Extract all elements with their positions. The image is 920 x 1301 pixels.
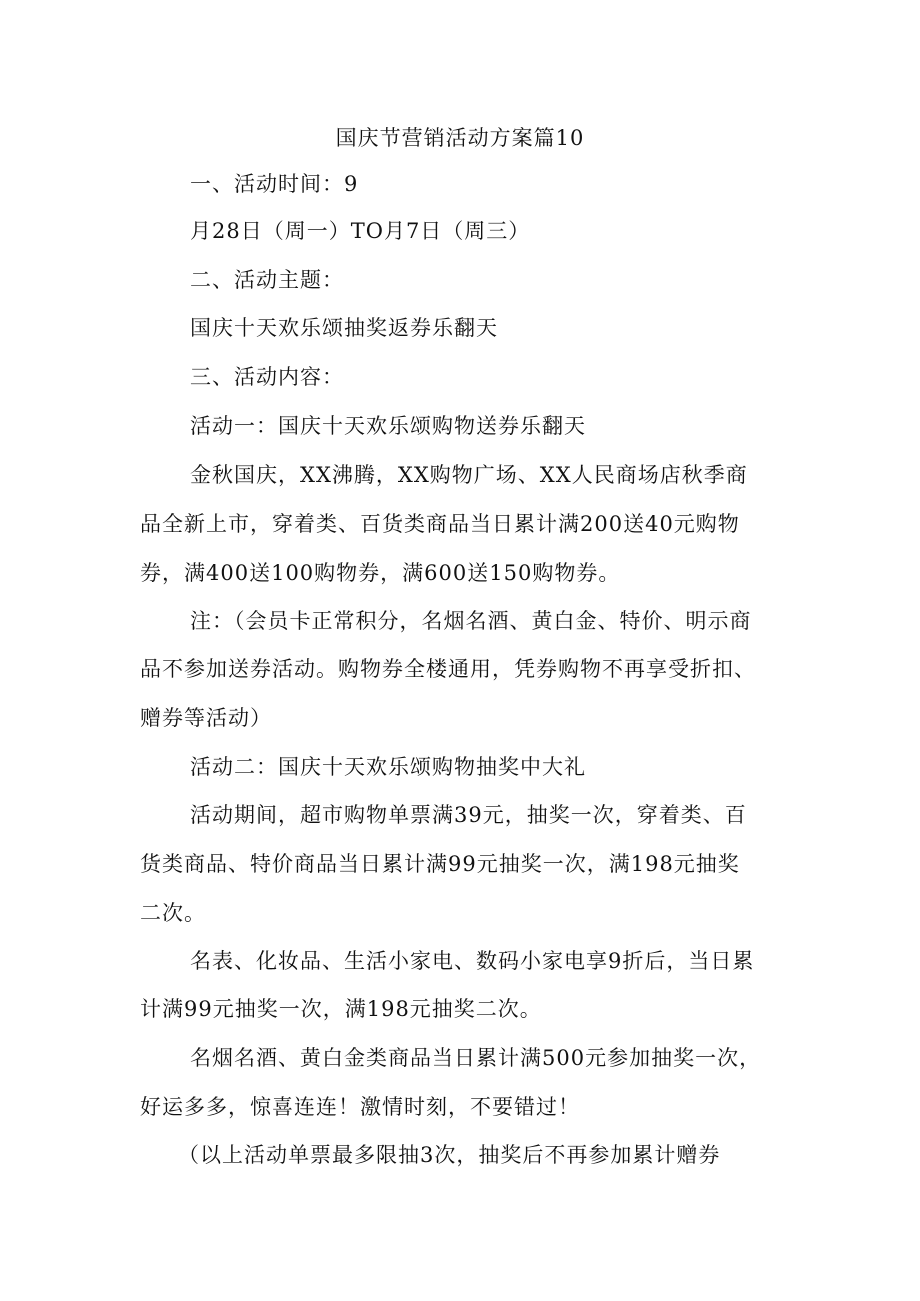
activity-two-heading: 活动二：国庆十天欢乐颂购物抽奖中大礼 xyxy=(190,755,586,779)
paragraph-line: 名烟名酒、黄白金类商品当日累计满500元参加抽奖一次， xyxy=(190,1046,762,1070)
section-time-heading: 一、活动时间：9 xyxy=(190,172,359,196)
section-theme-value: 国庆十天欢乐颂抽奖返券乐翻天 xyxy=(190,316,498,340)
paragraph-line: 金秋国庆，XX沸腾，XX购物广场、XX人民商场店秋季商 xyxy=(190,463,748,487)
paragraph-line: 名表、化妆品、生活小家电、数码小家电享9折后，当日累 xyxy=(190,949,755,973)
paragraph-line: 二次。 xyxy=(140,901,206,925)
document-title: 国庆节营销活动方案篇10 xyxy=(335,126,585,150)
paragraph-line: 计满99元抽奖一次，满198元抽奖二次。 xyxy=(140,997,542,1021)
paragraph-line: 活动期间，超市购物单票满39元，抽奖一次，穿着类、百 xyxy=(190,803,747,827)
note-line: 品不参加送券活动。购物券全楼通用，凭券购物不再享受折扣、 xyxy=(140,657,756,681)
paragraph-line: （以上活动单票最多限抽3次，抽奖后不再参加累计赠券 xyxy=(178,1143,721,1167)
section-content-heading: 三、活动内容： xyxy=(190,365,344,389)
paragraph-line: 好运多多，惊喜连连！激情时刻，不要错过！ xyxy=(140,1095,580,1119)
note-line: 赠券等活动） xyxy=(140,706,272,730)
activity-one-heading: 活动一：国庆十天欢乐颂购物送券乐翻天 xyxy=(190,414,586,438)
section-theme-heading: 二、活动主题： xyxy=(190,268,344,292)
section-time-value: 月28日（周一）TO月7日（周三） xyxy=(190,219,531,243)
note-line: 注：（会员卡正常积分，名烟名酒、黄白金、特价、明示商 xyxy=(190,609,752,633)
paragraph-line: 货类商品、特价商品当日累计满99元抽奖一次，满198元抽奖 xyxy=(140,852,740,876)
paragraph-line: 券，满400送100购物券，满600送150购物券。 xyxy=(140,561,621,585)
paragraph-line: 品全新上市，穿着类、百货类商品当日累计满200送40元购物 xyxy=(140,512,740,536)
